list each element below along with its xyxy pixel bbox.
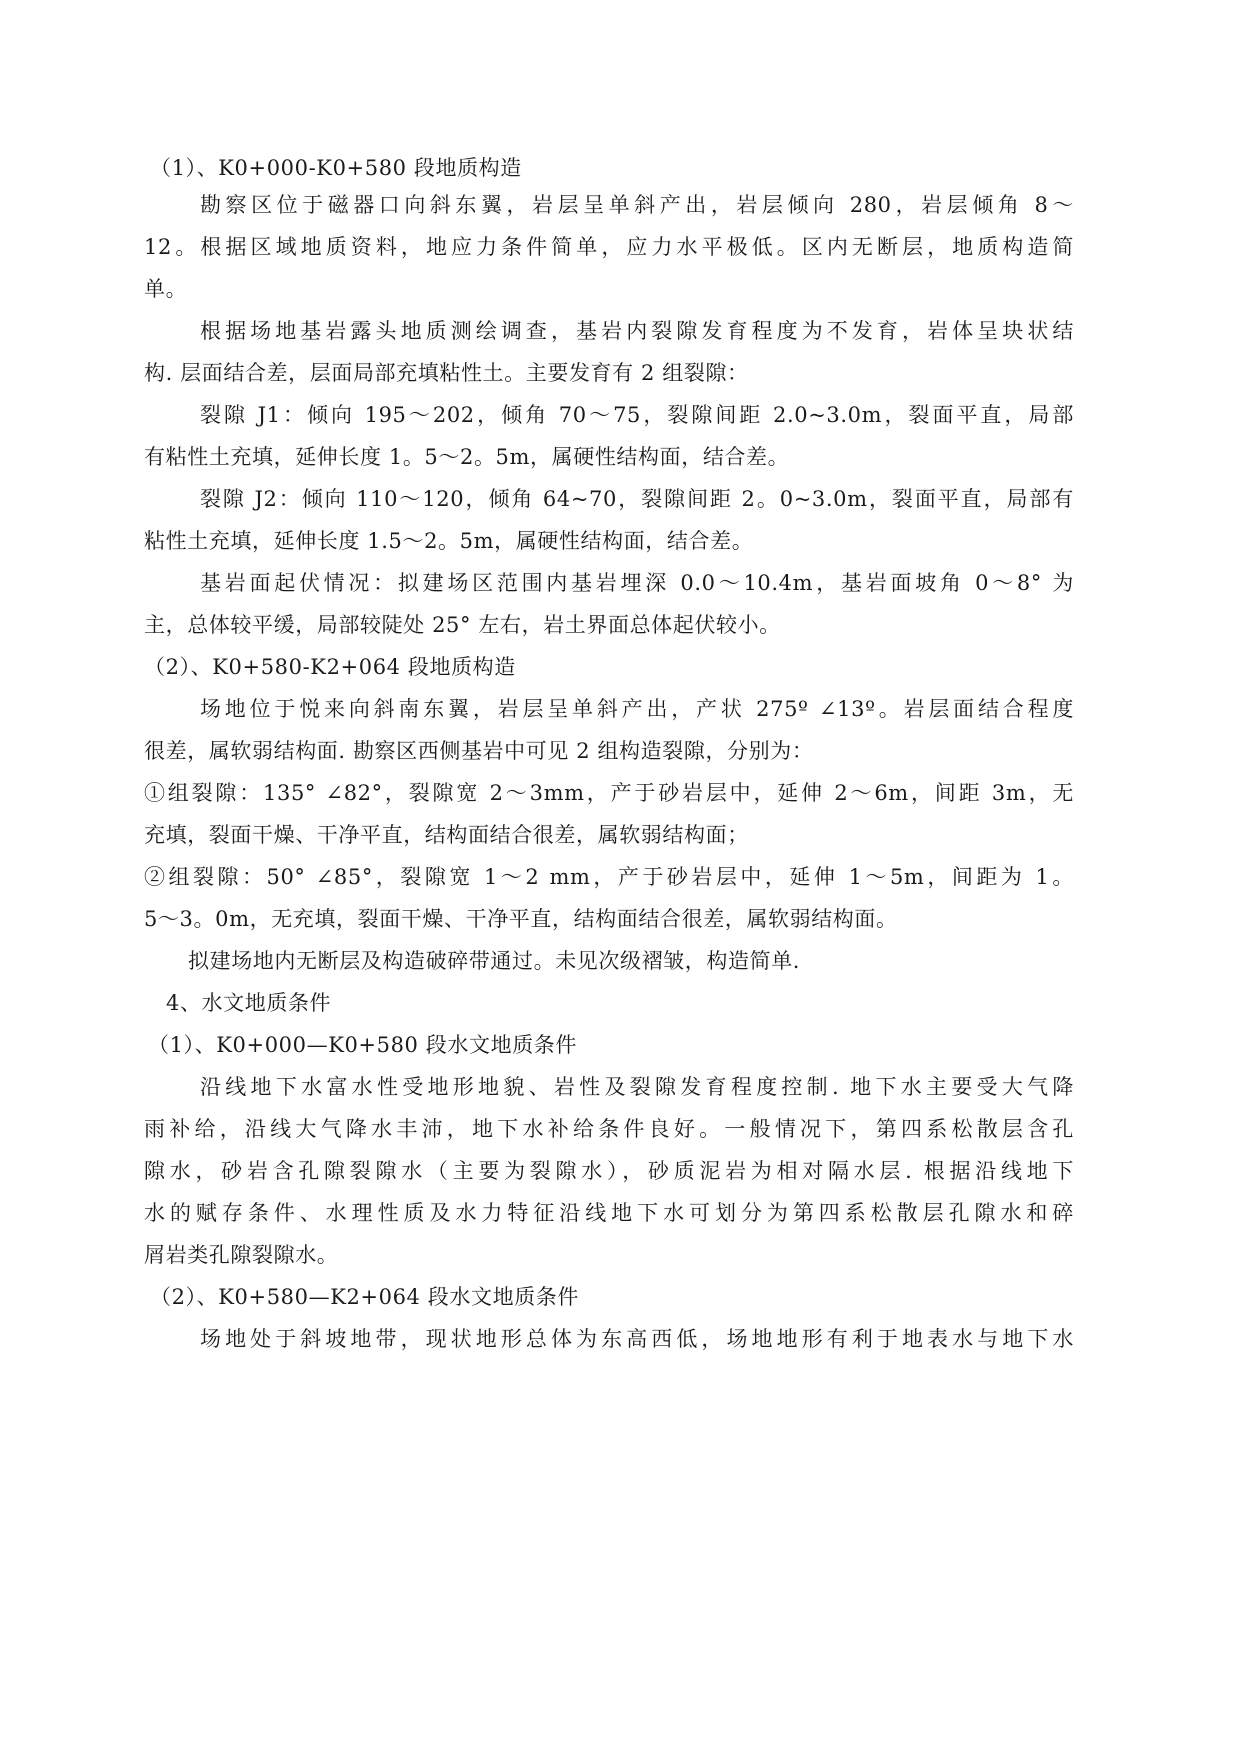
paragraph-line: 12。根据区域地质资料，地应力条件简单，应力水平极低。区内无断层，地质构造简	[144, 235, 1074, 259]
paragraph-line: ①组裂隙：135° ∠82°，裂隙宽 2～3mm，产于砂岩层中，延伸 2～6m，间距 3m，无	[144, 781, 1074, 805]
section-heading-3: （1）、K0+000—K0+580 段水文地质条件	[148, 1033, 577, 1057]
paragraph-line: 场地处于斜坡地带，现状地形总体为东高西低，场地地形有利于地表水与地下水	[200, 1327, 1074, 1351]
paragraph-line: 有粘性土充填，延伸长度 1。5～2。5m，属硬性结构面，结合差。	[144, 445, 790, 469]
paragraph-line: 勘察区位于磁器口向斜东翼，岩层呈单斜产出，岩层倾向 280，岩层倾角 8～	[200, 193, 1074, 217]
paragraph-line: 裂隙 J2：倾向 110～120，倾角 64~70，裂隙间距 2。0~3.0m，裂面平直，局部有	[200, 487, 1074, 511]
paragraph-line: 水的赋存条件、水理性质及水力特征沿线地下水可划分为第四系松散层孔隙水和碎	[144, 1201, 1074, 1225]
paragraph-line: 拟建场地内无断层及构造破碎带通过。未见次级褶皱，构造简单.	[188, 949, 801, 973]
paragraph-line: 构. 层面结合差，层面局部充填粘性土。主要发育有 2 组裂隙：	[144, 361, 749, 385]
paragraph-line: 裂隙 J1：倾向 195～202，倾角 70～75，裂隙间距 2.0~3.0m，裂面平直，局部	[200, 403, 1074, 427]
paragraph-line: 5～3。0m，无充填，裂面干燥、干净平直，结构面结合很差，属软弱结构面。	[144, 907, 898, 931]
paragraph-line: 充填，裂面干燥、干净平直，结构面结合很差，属软弱结构面；	[144, 823, 749, 847]
paragraph-line: 粘性土充填，延伸长度 1.5～2。5m，属硬性结构面，结合差。	[144, 529, 754, 553]
paragraph-line: 很差，属软弱结构面. 勘察区西侧基岩中可见 2 组构造裂隙，分别为：	[144, 739, 814, 763]
section-heading-4: （2）、K0+580—K2+064 段水文地质条件	[150, 1285, 579, 1309]
section-heading-1: （1）、K0+000-K0+580 段地质构造	[150, 156, 522, 180]
paragraph-line: 场地位于悦来向斜南东翼，岩层呈单斜产出，产状 275º ∠13º。岩层面结合程度	[200, 697, 1074, 721]
paragraph-line: 雨补给，沿线大气降水丰沛，地下水补给条件良好。一般情况下，第四系松散层含孔	[144, 1117, 1074, 1141]
paragraph-line: 基岩面起伏情况：拟建场区范围内基岩埋深 0.0～10.4m，基岩面坡角 0～8° 为	[200, 571, 1074, 595]
section-heading-water: 4、水文地质条件	[166, 991, 332, 1015]
paragraph-line: 隙水，砂岩含孔隙裂隙水（主要为裂隙水），砂质泥岩为相对隔水层. 根据沿线地下	[144, 1159, 1074, 1183]
section-heading-2: （2）、K0+580-K2+064 段地质构造	[144, 655, 516, 679]
paragraph-line: 根据场地基岩露头地质测绘调查，基岩内裂隙发育程度为不发育，岩体呈块状结	[200, 319, 1074, 343]
paragraph-line: 屑岩类孔隙裂隙水。	[144, 1243, 339, 1267]
paragraph-line: 沿线地下水富水性受地形地貌、岩性及裂隙发育程度控制. 地下水主要受大气降	[200, 1075, 1074, 1099]
paragraph-line: 主，总体较平缓，局部较陡处 25° 左右，岩土界面总体起伏较小。	[144, 613, 781, 637]
paragraph-line: ②组裂隙：50° ∠85°，裂隙宽 1～2 mm，产于砂岩层中，延伸 1～5m，间距为 1。	[144, 865, 1074, 889]
paragraph-line: 单。	[144, 277, 188, 301]
